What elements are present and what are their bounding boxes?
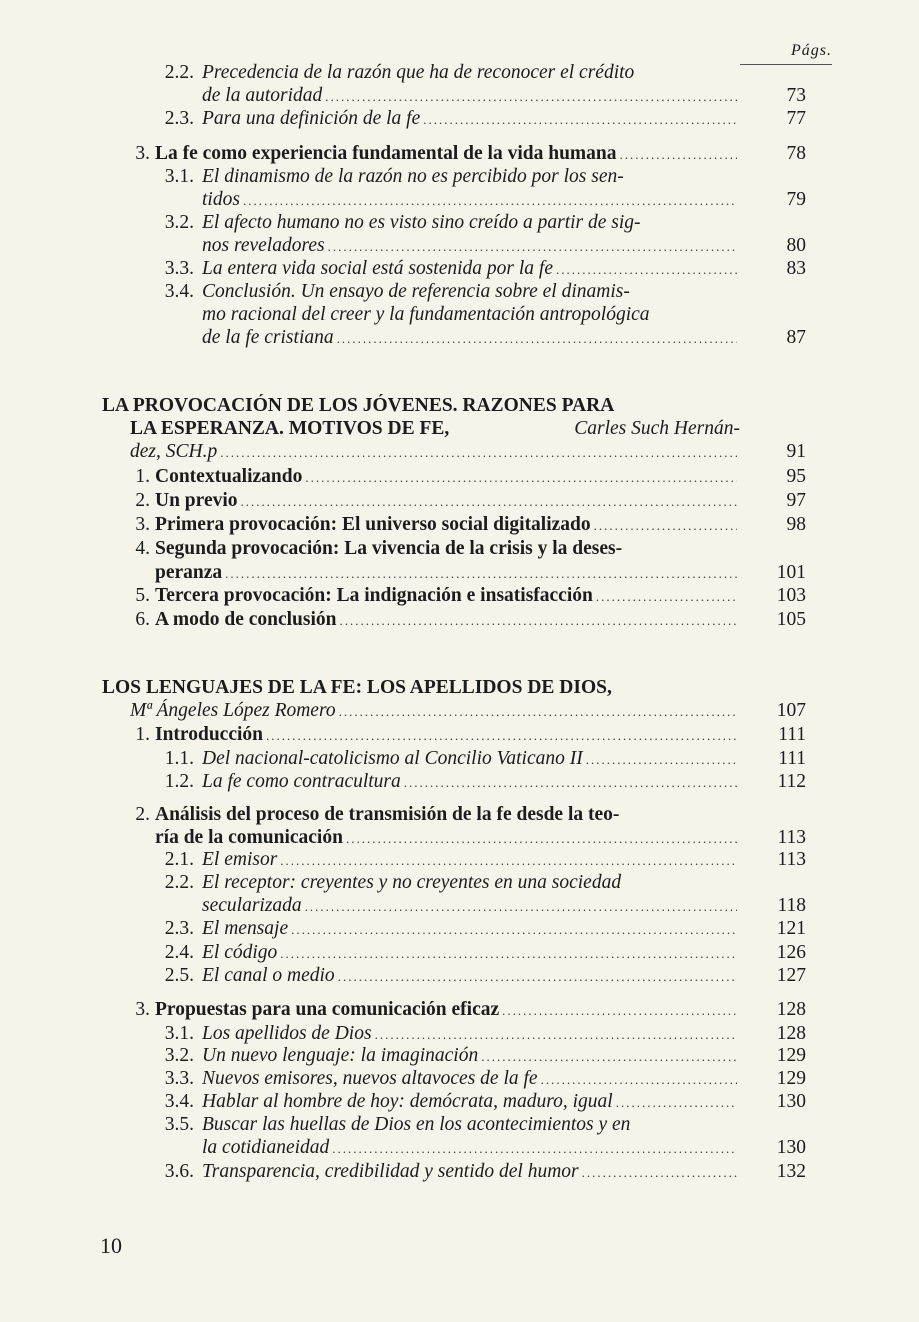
toc-entry [0, 234, 919, 258]
toc-entry-page: 129 [776, 1045, 806, 1066]
toc-entry-title: Nuevos emisores, nuevos altavoces de la fe [202, 1068, 538, 1089]
toc-entry-page: 128 [776, 999, 806, 1020]
toc-entry-page: 128 [776, 1023, 806, 1044]
toc-entry-number: 2. [135, 490, 150, 511]
toc-entry-title: Del nacional-catolicismo al Concilio Vaticano II [202, 748, 583, 769]
toc-entry-number: 3.2. [164, 212, 194, 233]
dot-leader [337, 327, 737, 351]
toc-entry [0, 188, 919, 212]
toc-entry-page: 127 [776, 965, 806, 986]
toc-entry-number: 3.6. [164, 1161, 194, 1182]
toc-entry [0, 489, 919, 513]
toc-entry [0, 142, 919, 166]
toc-entry-title: La entera vida social está sostenida por la fe [202, 258, 553, 279]
toc-entry-number: 3.1. [164, 166, 194, 187]
toc-entry-number: 1. [135, 466, 150, 487]
toc-entry [0, 723, 919, 747]
toc-entry-number: 3.4. [164, 281, 194, 302]
toc-entry-title: la cotidianeidad [202, 1137, 330, 1158]
dot-leader [502, 999, 737, 1023]
toc-entry-title: Los apellidos de Dios [202, 1023, 372, 1044]
toc-entry-page: 132 [776, 1161, 806, 1182]
toc-entry [0, 584, 919, 608]
toc-entry [0, 165, 919, 189]
dot-leader [556, 258, 737, 282]
dot-leader [220, 441, 737, 465]
toc-entry-title: secularizada [202, 895, 302, 916]
dot-leader [266, 724, 737, 748]
toc-entry [0, 561, 919, 585]
toc-entry-title: Conclusión. Un ensayo de referencia sobre el dinamis- [202, 281, 630, 302]
toc-entry-title: El afecto humano no es visto sino creído a partir de sig- [202, 212, 641, 233]
pages-column-header: Págs. [740, 42, 832, 65]
toc-entry [0, 1022, 919, 1046]
dot-leader [241, 490, 737, 514]
toc-entry-page: 80 [786, 235, 806, 256]
toc-entry [0, 848, 919, 872]
toc-entry-author: Carles Such Hernán- [574, 418, 740, 439]
toc-entry [0, 465, 919, 489]
toc-entry-title: ría de la comunicación [155, 827, 343, 848]
toc-entry-number: 3. [135, 514, 150, 535]
toc-entry-title: El emisor [202, 849, 278, 870]
toc-entry-page: 83 [786, 258, 806, 279]
toc-entry-number: 3. [135, 143, 150, 164]
dot-leader [339, 700, 737, 724]
dot-leader [338, 965, 737, 989]
toc-entry-page: 91 [786, 441, 806, 462]
toc-entry [0, 1044, 919, 1068]
toc-entry [0, 608, 919, 632]
toc-entry-title: Tercera provocación: La indignación e insatisfacción [155, 585, 593, 606]
toc-entry-page: 105 [776, 609, 806, 630]
toc-entry [0, 394, 919, 418]
toc-entry-page: 118 [777, 895, 806, 916]
toc-entry-title: La fe como experiencia fundamental de la vida humana [155, 143, 617, 164]
toc-entry-title: de la autoridad [202, 85, 323, 106]
toc-entry-author: Mª Ángeles López Romero [130, 700, 336, 721]
toc-entry-title: La fe como contracultura [202, 771, 401, 792]
toc-entry-title: peranza [155, 562, 223, 583]
toc-entry-number: 6. [135, 609, 150, 630]
dot-leader [541, 1068, 737, 1092]
dot-leader [328, 235, 737, 259]
toc-entry [0, 770, 919, 794]
toc-entry-page: 101 [776, 562, 806, 583]
toc-entry-title: El mensaje [202, 918, 289, 939]
dot-leader [225, 562, 737, 586]
toc-entry-number: 2.4. [164, 942, 194, 963]
toc-entry-title: Un previo [155, 490, 238, 511]
toc-entry-title: nos reveladores [202, 235, 325, 256]
toc-entry [0, 941, 919, 965]
toc-entry [0, 894, 919, 918]
toc-entry [0, 107, 919, 131]
toc-entry-number: 2.3. [164, 918, 194, 939]
toc-entry-title: Contextualizando [155, 466, 303, 487]
dot-leader [243, 189, 737, 213]
toc-entry-number: 3. [135, 999, 150, 1020]
dot-leader [332, 1137, 737, 1161]
dot-leader [594, 514, 737, 538]
toc-entry-number: 2.2. [164, 62, 194, 83]
toc-entry-number: 3.5. [164, 1114, 194, 1135]
toc-entry-title: Buscar las huellas de Dios en los acontecimientos y en [202, 1114, 631, 1135]
toc-entry-number: 2. [135, 804, 150, 825]
toc-entry-title: tidos [202, 189, 240, 210]
toc-entry-page: 130 [776, 1091, 806, 1112]
toc-entry-title: Introducción [155, 724, 263, 745]
toc-entry [0, 211, 919, 235]
dot-leader [325, 85, 737, 109]
toc-entry-title: Primera provocación: El universo social digitalizado [155, 514, 591, 535]
toc-entry-title: LA PROVOCACIÓN DE LOS JÓVENES. RAZONES PARA [102, 395, 615, 416]
toc-entry-title: mo racional del creer y la fundamentación antropológica [202, 304, 650, 325]
toc-entry-number: 3.1. [164, 1023, 194, 1044]
dot-leader [404, 771, 737, 795]
toc-entry-page: 111 [778, 724, 806, 745]
toc-entry [0, 676, 919, 700]
toc-entry-author: dez, SCH.p [130, 441, 218, 462]
toc-entry-number: 3.4. [164, 1091, 194, 1112]
dot-leader [340, 609, 738, 633]
toc-entry [0, 826, 919, 850]
dot-leader [616, 1091, 737, 1115]
toc-entry-page: 111 [778, 748, 806, 769]
dot-leader [305, 895, 737, 919]
page-number: 10 [100, 1233, 122, 1258]
toc-entry-page: 98 [786, 514, 806, 535]
toc-entry [0, 537, 919, 561]
toc-entry [0, 303, 919, 327]
toc-entry [0, 998, 919, 1022]
toc-entry [0, 964, 919, 988]
toc-entry-number: 3.3. [164, 1068, 194, 1089]
toc-entry-page: 87 [786, 327, 806, 348]
toc-entry [0, 513, 919, 537]
toc-entry-number: 1.2. [164, 771, 194, 792]
toc-entry [0, 257, 919, 281]
toc-entry-page: 107 [776, 700, 806, 721]
dot-leader [291, 918, 737, 942]
toc-entry-number: 2.3. [164, 108, 194, 129]
toc-entry [0, 61, 919, 85]
toc-entry-title: Para una definición de la fe [202, 108, 421, 129]
toc-entry-title: Un nuevo lenguaje: la imaginación [202, 1045, 479, 1066]
toc-entry-title: El receptor: creyentes y no creyentes en una sociedad [202, 872, 622, 893]
toc-entry [0, 1136, 919, 1160]
toc-entry-title: Segunda provocación: La vivencia de la crisis y la deses- [155, 538, 623, 559]
toc-entry-page: 79 [786, 189, 806, 210]
toc-entry-number: 2.1. [164, 849, 194, 870]
toc-entry [0, 1160, 919, 1184]
dot-leader [596, 585, 737, 609]
toc-entry [0, 871, 919, 895]
toc-entry [0, 917, 919, 941]
dot-leader [423, 108, 737, 132]
toc-entry-title: de la fe cristiana [202, 327, 334, 348]
toc-entry-title: El canal o medio [202, 965, 335, 986]
toc-entry-title: El código [202, 942, 278, 963]
toc-entry [0, 440, 919, 464]
toc-entry [0, 1090, 919, 1114]
toc-entry [0, 1113, 919, 1137]
toc-entry-number: 5. [135, 585, 150, 606]
toc-entry-page: 78 [786, 143, 806, 164]
toc-entry-number: 1. [135, 724, 150, 745]
toc-entry-title: A modo de conclusión [155, 609, 337, 630]
dot-leader [280, 942, 737, 966]
toc-entry-title: Propuestas para una comunicación eficaz [155, 999, 500, 1020]
toc-entry-title: Análisis del proceso de transmisión de la fe desde la teo- [155, 804, 620, 825]
toc-entry-number: 2.2. [164, 872, 194, 893]
dot-leader [586, 748, 737, 772]
toc-entry-page: 121 [776, 918, 806, 939]
toc-entry-page: 113 [777, 827, 806, 848]
toc-entry-title: El dinamismo de la razón no es percibido por los sen- [202, 166, 624, 187]
toc-entry-number: 3.3. [164, 258, 194, 279]
toc-entry [0, 417, 919, 441]
toc-entry [0, 280, 919, 304]
toc-entry-page: 77 [786, 108, 806, 129]
toc-entry-number: 2.5. [164, 965, 194, 986]
toc-entry-page: 113 [777, 849, 806, 870]
dot-leader [280, 849, 737, 873]
toc-entry-page: 95 [786, 466, 806, 487]
toc-entry-number: 1.1. [164, 748, 194, 769]
toc-entry-page: 112 [777, 771, 806, 792]
toc-entry [0, 699, 919, 723]
toc-entry-title: LA ESPERANZA. MOTIVOS DE FE, [130, 418, 450, 439]
toc-entry-title: Hablar al hombre de hoy: demócrata, maduro, igual [202, 1091, 613, 1112]
toc-entry-page: 103 [776, 585, 806, 606]
toc-entry [0, 84, 919, 108]
toc-entry-title: Transparencia, credibilidad y sentido del humor [202, 1161, 579, 1182]
toc-entry-page: 73 [786, 85, 806, 106]
toc-entry [0, 803, 919, 827]
dot-leader [620, 143, 738, 167]
toc-entry-page: 97 [786, 490, 806, 511]
toc-entry-page: 130 [776, 1137, 806, 1158]
dot-leader [481, 1045, 737, 1069]
dot-leader [582, 1161, 737, 1185]
toc-entry [0, 326, 919, 350]
toc-entry-title: Precedencia de la razón que ha de reconocer el crédito [202, 62, 635, 83]
toc-entry-number: 3.2. [164, 1045, 194, 1066]
toc-entry-page: 126 [776, 942, 806, 963]
toc-entry [0, 1067, 919, 1091]
toc-entry [0, 747, 919, 771]
toc-entry-number: 4. [135, 538, 150, 559]
dot-leader [305, 466, 737, 490]
toc-entry-page: 129 [776, 1068, 806, 1089]
toc-entry-title: LOS LENGUAJES DE LA FE: LOS APELLIDOS DE DIOS, [102, 677, 612, 698]
